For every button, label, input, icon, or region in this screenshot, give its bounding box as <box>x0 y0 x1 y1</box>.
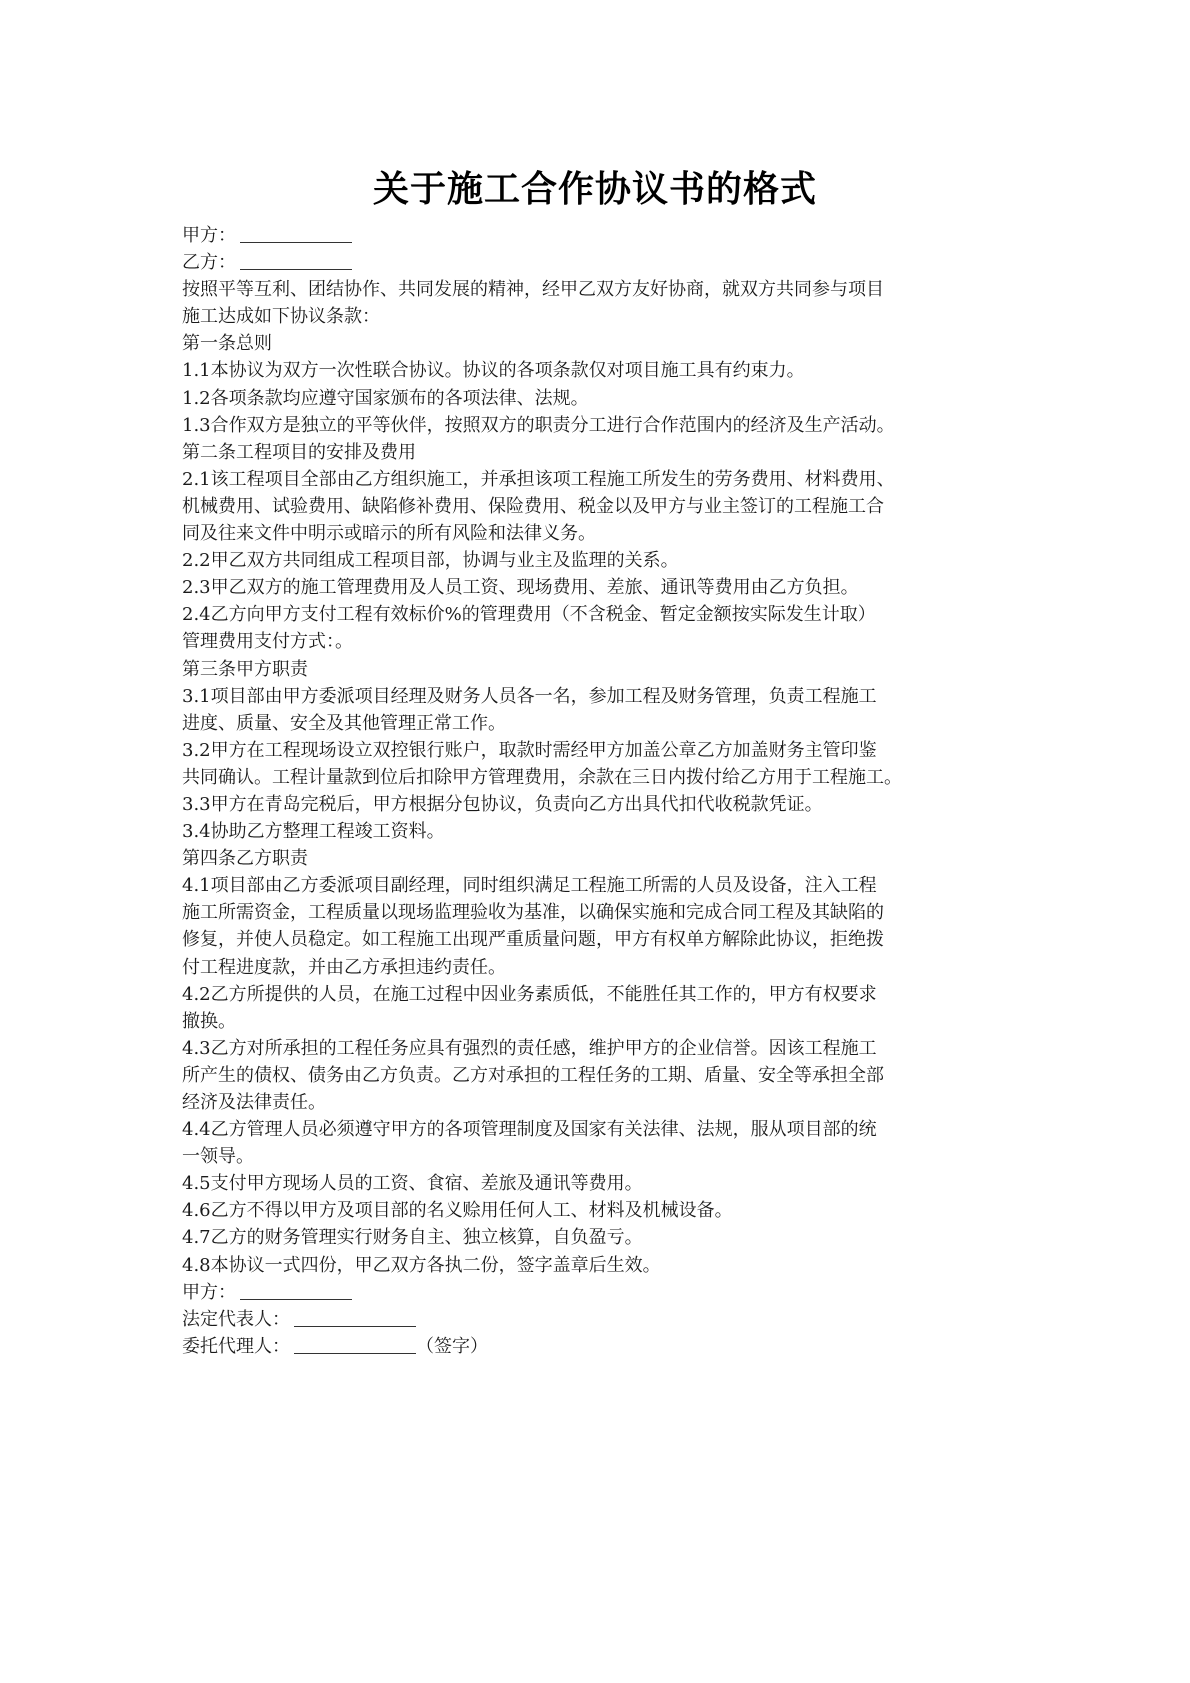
clause-line: 4.6乙方不得以甲方及项目部的名义赊用任何人工、材料及机械设备。 <box>182 1200 733 1222</box>
party-a-line <box>182 222 1022 249</box>
clause-line: 撤换。 <box>182 1010 236 1032</box>
agent-blank[interactable] <box>294 1335 416 1354</box>
clause-line: 同及往来文件中明示或暗示的所有风险和法律义务。 <box>182 523 596 545</box>
clause-line: 4.7乙方的财务管理实行财务自主、独立核算，自负盈亏。 <box>182 1227 643 1249</box>
clause-line: 2.3甲乙双方的施工管理费用及人员工资、现场费用、差旅、通讯等费用由乙方负担。 <box>182 577 859 599</box>
clause-line: 施工所需资金，工程质量以现场监理验收为基准，以确保实施和完成合同工程及其缺陷的 <box>182 902 884 924</box>
signature-legal-rep <box>182 1306 1022 1333</box>
legal-rep-label: 法定代表人： <box>182 1308 290 1330</box>
section-heading: 第四条乙方职责 <box>182 848 308 870</box>
clause-line: 3.1项目部由甲方委派项目经理及财务人员各一名，参加工程及财务管理，负责工程施工 <box>182 685 877 707</box>
clause-line: 机械费用、试验费用、缺陷修补费用、保险费用、税金以及甲方与业主签订的工程施工合 <box>182 495 884 517</box>
clause-line: 1.2各项条款均应遵守国家颁布的各项法律、法规。 <box>182 387 589 409</box>
clause-line: 4.2乙方所提供的人员，在施工过程中因业务素质低，不能胜任其工作的，甲方有权要求 <box>182 983 877 1005</box>
signature-party-a <box>182 1279 1022 1306</box>
clause-line: 3.2甲方在工程现场设立双控银行账户，取款时需经甲方加盖公章乙方加盖财务主管印鉴 <box>182 739 877 761</box>
party-a-label: 甲方： <box>182 225 236 246</box>
clause-line: 共同确认。工程计量款到位后扣除甲方管理费用，余款在三日内拨付给乙方用于工程施工。 <box>182 766 902 788</box>
clause-line: 管理费用支付方式：。 <box>182 631 353 653</box>
intro-line: 施工达成如下协议条款： <box>182 306 380 328</box>
clause-line: 修复，并使人员稳定。如工程施工出现严重质量问题，甲方有权单方解除此协议，拒绝拨 <box>182 929 884 951</box>
party-a-blank[interactable] <box>240 224 352 243</box>
document-title: 关于施工合作协议书的格式 <box>372 169 817 210</box>
clause-line: 4.1项目部由乙方委派项目副经理，同时组织满足工程施工所需的人员及设备，注入工程 <box>182 875 877 897</box>
party-b-blank[interactable] <box>240 251 352 270</box>
clause-line: 经济及法律责任。 <box>182 1092 326 1113</box>
clause-line: 2.2甲乙双方共同组成工程项目部，协调与业主及监理的关系。 <box>182 550 679 572</box>
clause-line: 付工程进度款，并由乙方承担违约责任。 <box>182 956 506 978</box>
clause-line: 3.3甲方在青岛完税后，甲方根据分包协议，负责向乙方出具代扣代收税款凭证。 <box>182 793 823 815</box>
section-heading: 第二条工程项目的安排及费用 <box>182 441 416 463</box>
clause-line: 4.5支付甲方现场人员的工资、食宿、差旅及通讯等费用。 <box>182 1173 643 1195</box>
clause-line: 一领导。 <box>182 1146 254 1168</box>
section-heading: 第三条甲方职责 <box>182 658 308 680</box>
clause-line: 1.3合作双方是独立的平等伙伴，按照双方的职责分工进行合作范围内的经济及生产活动。 <box>182 414 895 436</box>
clause-line: 1.1本协议为双方一次性联合协议。协议的各项条款仅对项目施工具有约束力。 <box>182 360 805 382</box>
signature-party-a-blank[interactable] <box>240 1281 352 1300</box>
signature-agent <box>182 1333 1022 1360</box>
clause-line: 2.1该工程项目全部由乙方组织施工，并承担该项工程施工所发生的劳务费用、材料费用、 <box>182 468 895 490</box>
agent-label: 委托代理人： <box>182 1335 290 1357</box>
signature-party-a-label: 甲方： <box>182 1281 236 1303</box>
clause-line: 4.4乙方管理人员必须遵守甲方的各项管理制度及国家有关法律、法规，服从项目部的统 <box>182 1119 877 1141</box>
clause-line: 2.4乙方向甲方支付工程有效标价%的管理费用（不含税金、暂定金额按实际发生计取） <box>182 604 876 626</box>
section-heading: 第一条总则 <box>182 333 272 355</box>
clause-line: 4.8本协议一式四份，甲乙双方各执二份，签字盖章后生效。 <box>182 1254 661 1276</box>
clause-line: 所产生的债权、债务由乙方负责。乙方对承担的工程任务的工期、盾量、安全等承担全部 <box>182 1064 884 1086</box>
sign-note: （签字） <box>416 1335 488 1357</box>
party-b-label: 乙方： <box>182 252 236 274</box>
clause-line: 进度、质量、安全及其他管理正常工作。 <box>182 712 506 734</box>
clause-line: 3.4协助乙方整理工程竣工资料。 <box>182 821 445 843</box>
document-body <box>182 222 1022 1360</box>
intro-line: 按照平等互利、团结协作、共同发展的精神，经甲乙双方友好协商，就双方共同参与项目 <box>182 279 884 301</box>
clause-line: 4.3乙方对所承担的工程任务应具有强烈的责任感，维护甲方的企业信誉。因该工程施工 <box>182 1037 877 1059</box>
legal-rep-blank[interactable] <box>294 1308 416 1327</box>
party-b-line <box>182 249 1022 276</box>
